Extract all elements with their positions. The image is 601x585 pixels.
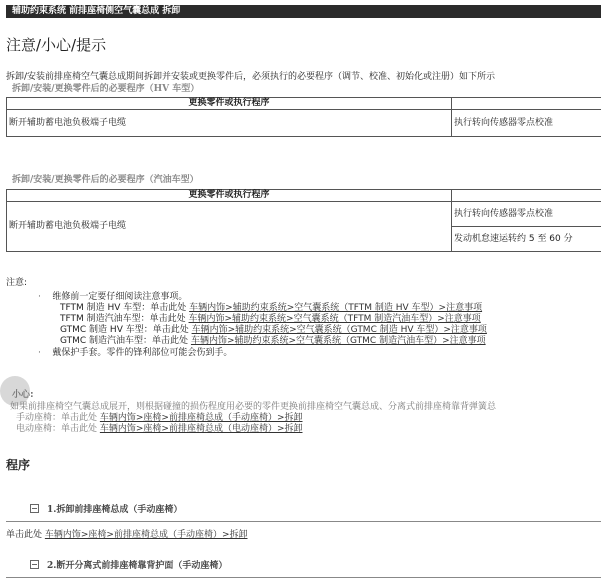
breadcrumb-bar [6,5,601,18]
notice-item-2: · 戴保护手套。零件的锋利部位可能会伤到手。 [38,348,233,358]
step-2-title: 2.断开分离式前排座椅靠背护面（手动座椅） [47,561,228,571]
caution-text: 如果前排座椅空气囊总成展开，则根据碰撞的损伤程度用必要的零件更换前排座椅空气囊总成、分离式前排座椅靠背弹簧总 [10,402,497,412]
divider [6,577,601,578]
hv-section-title: 拆卸/安装/更换零件后的必要程序（HV 车型） [12,84,200,94]
breadcrumb: 辅助约束系统 前排座椅侧空气囊总成 拆卸 [12,6,181,16]
hv-table-header: 更换零件或执行程序 [7,98,452,110]
caution-link[interactable]: 车辆内饰>座椅>前排座椅总成（手动座椅）>拆卸 [99,413,303,423]
caution-label: 小心: [12,390,34,400]
notice-link-line: GTMC 制造汽油车型：单击此处 车辆内饰>辅助约束系统>空气囊系统（GTMC 制造汽油车型）>注意事项 [60,336,486,346]
gas-table-cell-left: 断开辅助蓄电池负极端子电缆 [7,202,452,252]
procedure-heading: 程序 [6,458,31,472]
gas-table-cell-right-1: 执行转向传感器零点校准 [452,202,601,227]
notice-link[interactable]: 车辆内饰>辅助约束系统>空气囊系统（GTMC 制造 HV 车型）>注意事项 [191,325,487,335]
hv-table-cell-left: 断开辅助蓄电池负极端子电缆 [7,110,452,137]
intro-text: 拆卸/安装前排座椅空气囊总成期间拆卸并安装或更换零件后，必须执行的必要程序（调节、校准、初始化或注册）如下所示 [6,72,496,82]
notice-link[interactable]: 车辆内饰>辅助约束系统>空气囊系统（TFTM 制造汽油车型）>注意事项 [188,314,481,324]
gas-table-header: 更换零件或执行程序 [7,190,452,202]
collapse-icon[interactable] [30,504,39,513]
gas-table-cell-right-2: 发动机怠速运转约 5 至 60 分 [452,227,601,252]
hv-procedure-table [6,97,601,137]
caution-link-line: 电动座椅：单击此处 车辆内饰>座椅>前排座椅总成（电动座椅）>拆卸 [16,424,303,434]
notice-label: 注意: [6,278,28,288]
step-1-body: 单击此处 车辆内饰>座椅>前排座椅总成（手动座椅）>拆卸 [6,530,248,540]
caution-link-line: 手动座椅：单击此处 车辆内饰>座椅>前排座椅总成（手动座椅）>拆卸 [16,413,303,423]
hv-table-cell-right: 执行转向传感器零点校准 [452,110,601,137]
notice-link-line: TFTM 制造 HV 车型：单击此处 车辆内饰>辅助约束系统>空气囊系统（TFTM 制造 HV 车型）>注意事项 [60,303,483,313]
notice-link-line: GTMC 制造 HV 车型：单击此处 车辆内饰>辅助约束系统>空气囊系统（GTMC 制造 HV 车型）>注意事项 [60,325,487,335]
notice-item-1: · 维修前一定要仔细阅读注意事项。 [38,292,188,302]
step-1-title: 1.拆卸前排座椅总成（手动座椅） [47,505,183,515]
step-1-header[interactable] [30,504,182,516]
gas-procedure-table [6,189,601,252]
notice-link[interactable]: 车辆内饰>辅助约束系统>空气囊系统（TFTM 制造 HV 车型）>注意事项 [189,303,483,313]
step-2-header[interactable] [30,560,227,572]
caution-link[interactable]: 车辆内饰>座椅>前排座椅总成（电动座椅）>拆卸 [99,424,303,434]
gas-section-title: 拆卸/安装/更换零件后的必要程序（汽油车型） [12,175,199,185]
step-1-link[interactable]: 车辆内饰>座椅>前排座椅总成（手动座椅）>拆卸 [44,530,248,540]
notice-link-line: TFTM 制造汽油车型：单击此处 车辆内饰>辅助约束系统>空气囊系统（TFTM 制造汽油车型）>注意事项 [60,314,481,324]
divider [6,521,601,522]
collapse-icon[interactable] [30,560,39,569]
page-title: 注意/小心/提示 [6,36,107,54]
notice-link[interactable]: 车辆内饰>辅助约束系统>空气囊系统（GTMC 制造汽油车型）>注意事项 [190,336,486,346]
